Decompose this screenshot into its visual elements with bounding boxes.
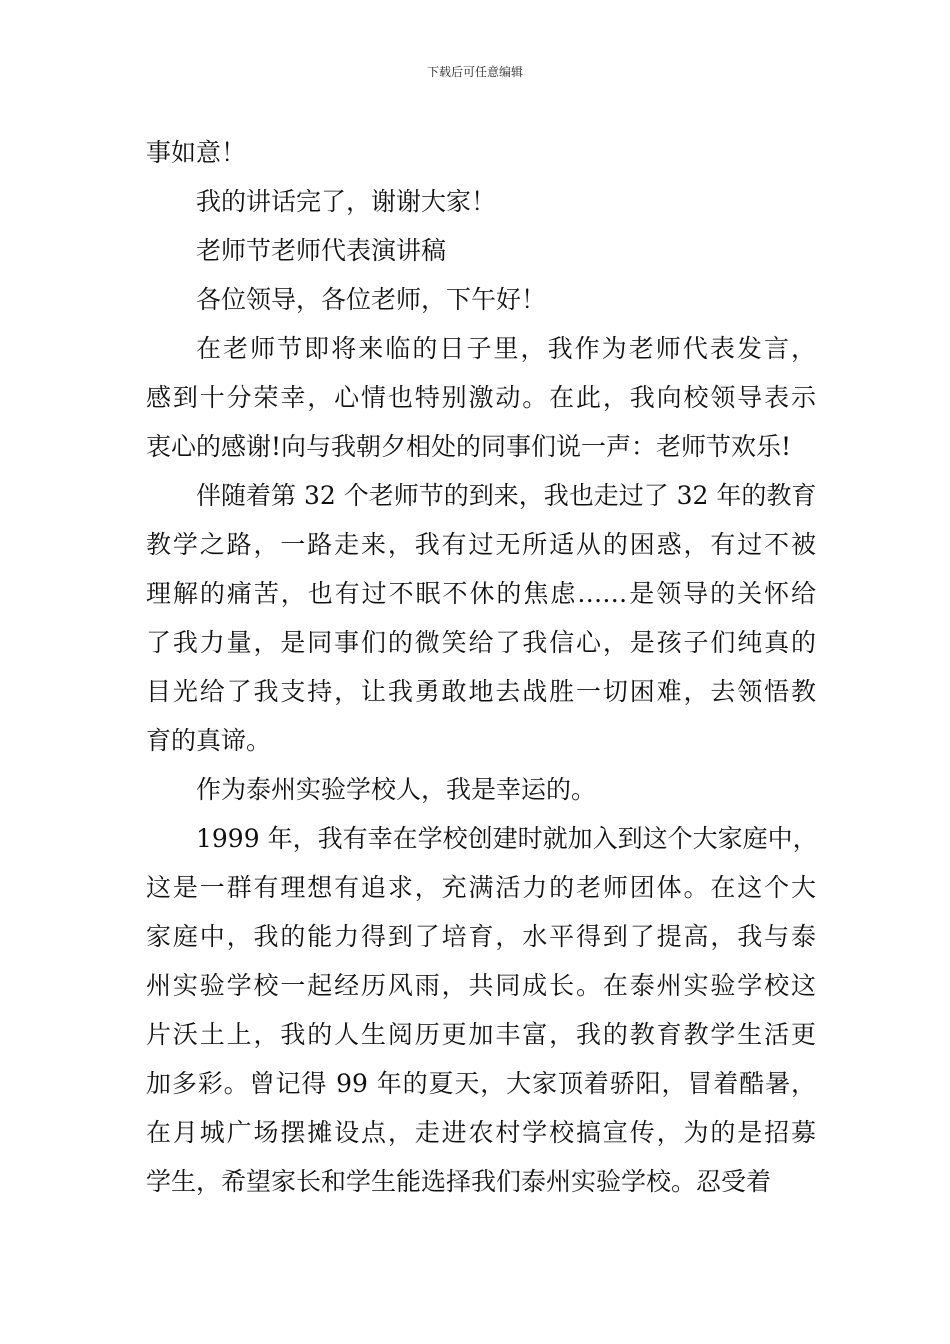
text-line: 理解的痛苦，也有过不眠不休的焦虑……是领导的关怀给 xyxy=(146,579,816,608)
text-line: 各位领导，各位老师，下午好！ xyxy=(196,285,547,314)
paragraph xyxy=(146,324,816,471)
text-line: 1999 年，我有幸在学校创建时就加入到这个大家庭中， xyxy=(196,824,818,853)
paragraph xyxy=(146,471,816,765)
paragraph xyxy=(146,177,816,226)
text-line: 感到十分荣幸，心情也特别激动。在此，我向校领导表示 xyxy=(146,383,816,412)
text-line: 衷心的感谢!向与我朝夕相处的同事们说一声：老师节欢乐! xyxy=(146,432,792,461)
text-line: 伴随着第 32 个老师节的到来，我也走过了 32 年的教育 xyxy=(196,481,817,510)
text-line: 州实验学校一起经历风雨，共同成长。在泰州实验学校这 xyxy=(146,971,816,1000)
document-body xyxy=(146,128,816,1206)
text-line: 教学之路，一路走来，我有过无所适从的困惑，有过不被 xyxy=(146,530,816,559)
paragraph xyxy=(146,814,816,1206)
paragraph xyxy=(146,765,816,814)
paragraph xyxy=(146,128,816,177)
text-line: 我的讲话完了，谢谢大家！ xyxy=(196,187,497,216)
text-line: 了我力量，是同事们的微笑给了我信心，是孩子们纯真的 xyxy=(146,628,816,657)
text-line: 加多彩。曾记得 99 年的夏天，大家顶着骄阳，冒着酷暑， xyxy=(146,1069,816,1098)
text-line: 这是一群有理想有追求，充满活力的老师团体。在这个大 xyxy=(146,873,816,902)
text-line: 作为泰州实验学校人，我是幸运的。 xyxy=(196,775,597,804)
text-line: 事如意！ xyxy=(146,138,247,167)
text-line: 在月城广场摆摊设点，走进农村学校搞宣传，为的是招募 xyxy=(146,1118,816,1147)
paragraph xyxy=(146,226,816,275)
text-line: 学生，希望家长和学生能选择我们泰州实验学校。忍受着 xyxy=(146,1167,772,1196)
text-line: 老师节老师代表演讲稿 xyxy=(196,236,447,265)
text-line: 在老师节即将来临的日子里，我作为老师代表发言， xyxy=(196,334,816,363)
paragraph xyxy=(146,275,816,324)
text-line: 片沃土上，我的人生阅历更加丰富，我的教育教学生活更 xyxy=(146,1020,816,1049)
page-header: 下载后可任意编辑 xyxy=(426,65,523,79)
text-line: 育的真谛。 xyxy=(146,726,272,755)
text-line: 目光给了我支持，让我勇敢地去战胜一切困难，去领悟教 xyxy=(146,677,816,706)
text-line: 家庭中，我的能力得到了培育，水平得到了提高，我与泰 xyxy=(146,922,816,951)
